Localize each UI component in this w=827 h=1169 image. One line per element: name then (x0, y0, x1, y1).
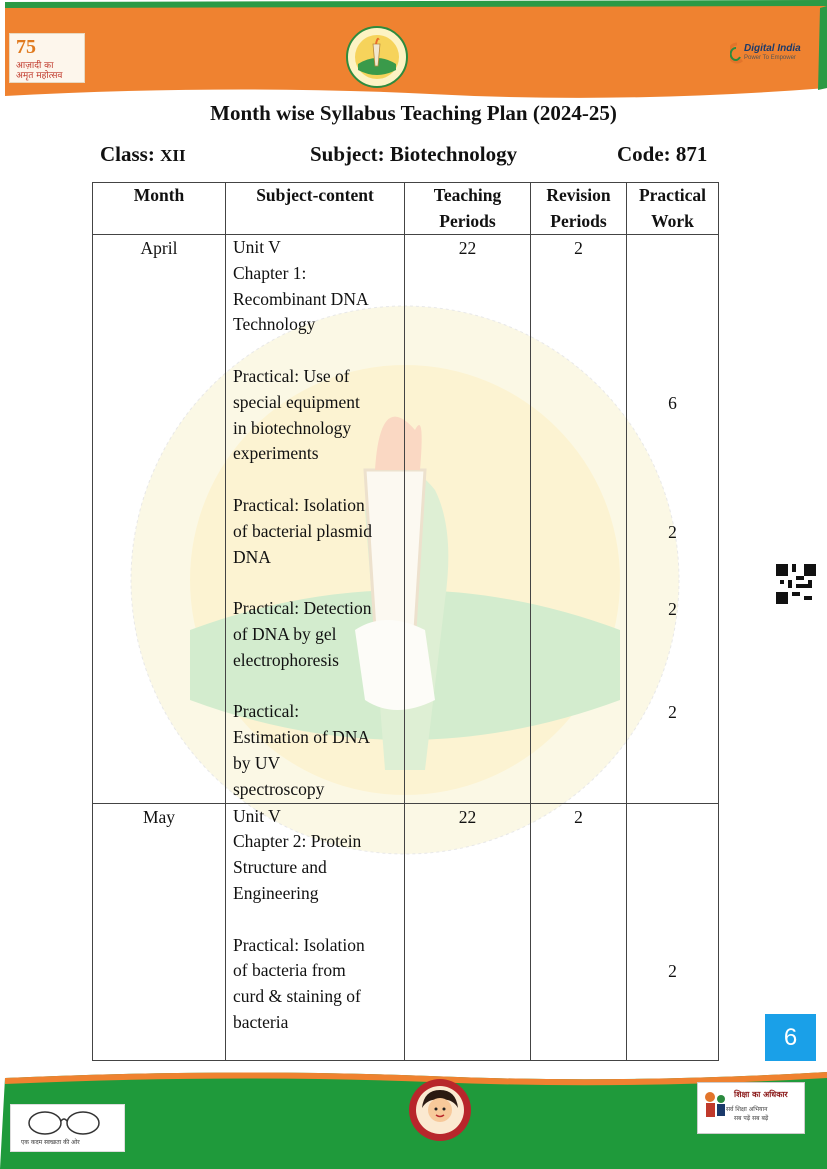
header-revision-periods: Revision Periods (531, 183, 627, 235)
practical-value: 2 (668, 599, 677, 620)
subject-content-cell: Unit V Chapter 2: Protein Structure and Engineering Practical: Isolation of bacteria from curd & staining of bacteria (226, 803, 405, 1060)
header-teaching-periods: Teaching Periods (405, 183, 531, 235)
header-banner (0, 0, 827, 100)
teaching-periods-cell: 22 (405, 803, 531, 1060)
subject-label: Subject: Biotechnology (310, 142, 518, 166)
revision-periods-cell: 2 (531, 803, 627, 1060)
azadi-logo-number: 75 (16, 36, 36, 58)
beti-bachao-icon (408, 1078, 472, 1142)
shiksha-title: शिक्षा का अधिकार (734, 1090, 788, 1099)
azadi-ka-amrit-mahotsav-logo (9, 33, 85, 83)
digital-india-tagline: Power To Empower (744, 55, 796, 61)
practical-value: 2 (668, 961, 677, 982)
swachh-tagline: एक कदम स्वच्छता की ओर (21, 1139, 80, 1146)
spectacles-icon (21, 1108, 111, 1138)
shiksha-line2: सब पढ़ें सब बढ़ें (734, 1115, 769, 1122)
qr-code-icon (776, 564, 816, 604)
page-title: Month wise Syllabus Teaching Plan (2024-25) (210, 101, 617, 125)
digital-india-title: Digital India (744, 43, 801, 54)
shiksha-ka-adhikar-logo (697, 1082, 805, 1134)
digital-india-icon (730, 42, 744, 64)
table-header-row (93, 183, 719, 235)
header-month: Month (93, 183, 226, 235)
syllabus-table (92, 182, 719, 1061)
month-cell: April (93, 235, 226, 804)
hbse-emblem-icon (346, 26, 408, 88)
shiksha-line1: सर्व शिक्षा अभियान (726, 1106, 768, 1113)
header-subject-content: Subject-content (226, 183, 405, 235)
practical-value: 2 (668, 521, 677, 542)
practical-value: 2 (668, 702, 677, 723)
practical-work-cell (627, 235, 719, 804)
practical-value: 6 (668, 392, 677, 413)
table-row (93, 803, 719, 1060)
code-label: Code: 871 (617, 142, 708, 166)
page-number-badge: 6 (765, 1014, 816, 1061)
revision-periods-cell: 2 (531, 235, 627, 804)
practical-work-cell (627, 803, 719, 1060)
table-row (93, 235, 719, 804)
header-practical-work: Practical Work (627, 183, 719, 235)
class-label: Class: XII (100, 142, 186, 166)
teaching-periods-cell: 22 (405, 235, 531, 804)
azadi-logo-text: आज़ादी का अमृत महोत्सव (16, 61, 63, 81)
children-reading-icon (702, 1089, 728, 1129)
class-value: XII (160, 146, 186, 165)
swachh-bharat-logo (10, 1104, 125, 1152)
month-cell: May (93, 803, 226, 1060)
subject-content-cell: Unit V Chapter 1: Recombinant DNA Technology Practical: Use of special equipment in biotechnology experiments Practical: Isolation of bacterial plasmid DNA Practical: Detection of DNA by gel electrophoresis Practical: Estimation of DNA by UV spectroscopy (226, 235, 405, 804)
digital-india-logo (730, 40, 800, 68)
